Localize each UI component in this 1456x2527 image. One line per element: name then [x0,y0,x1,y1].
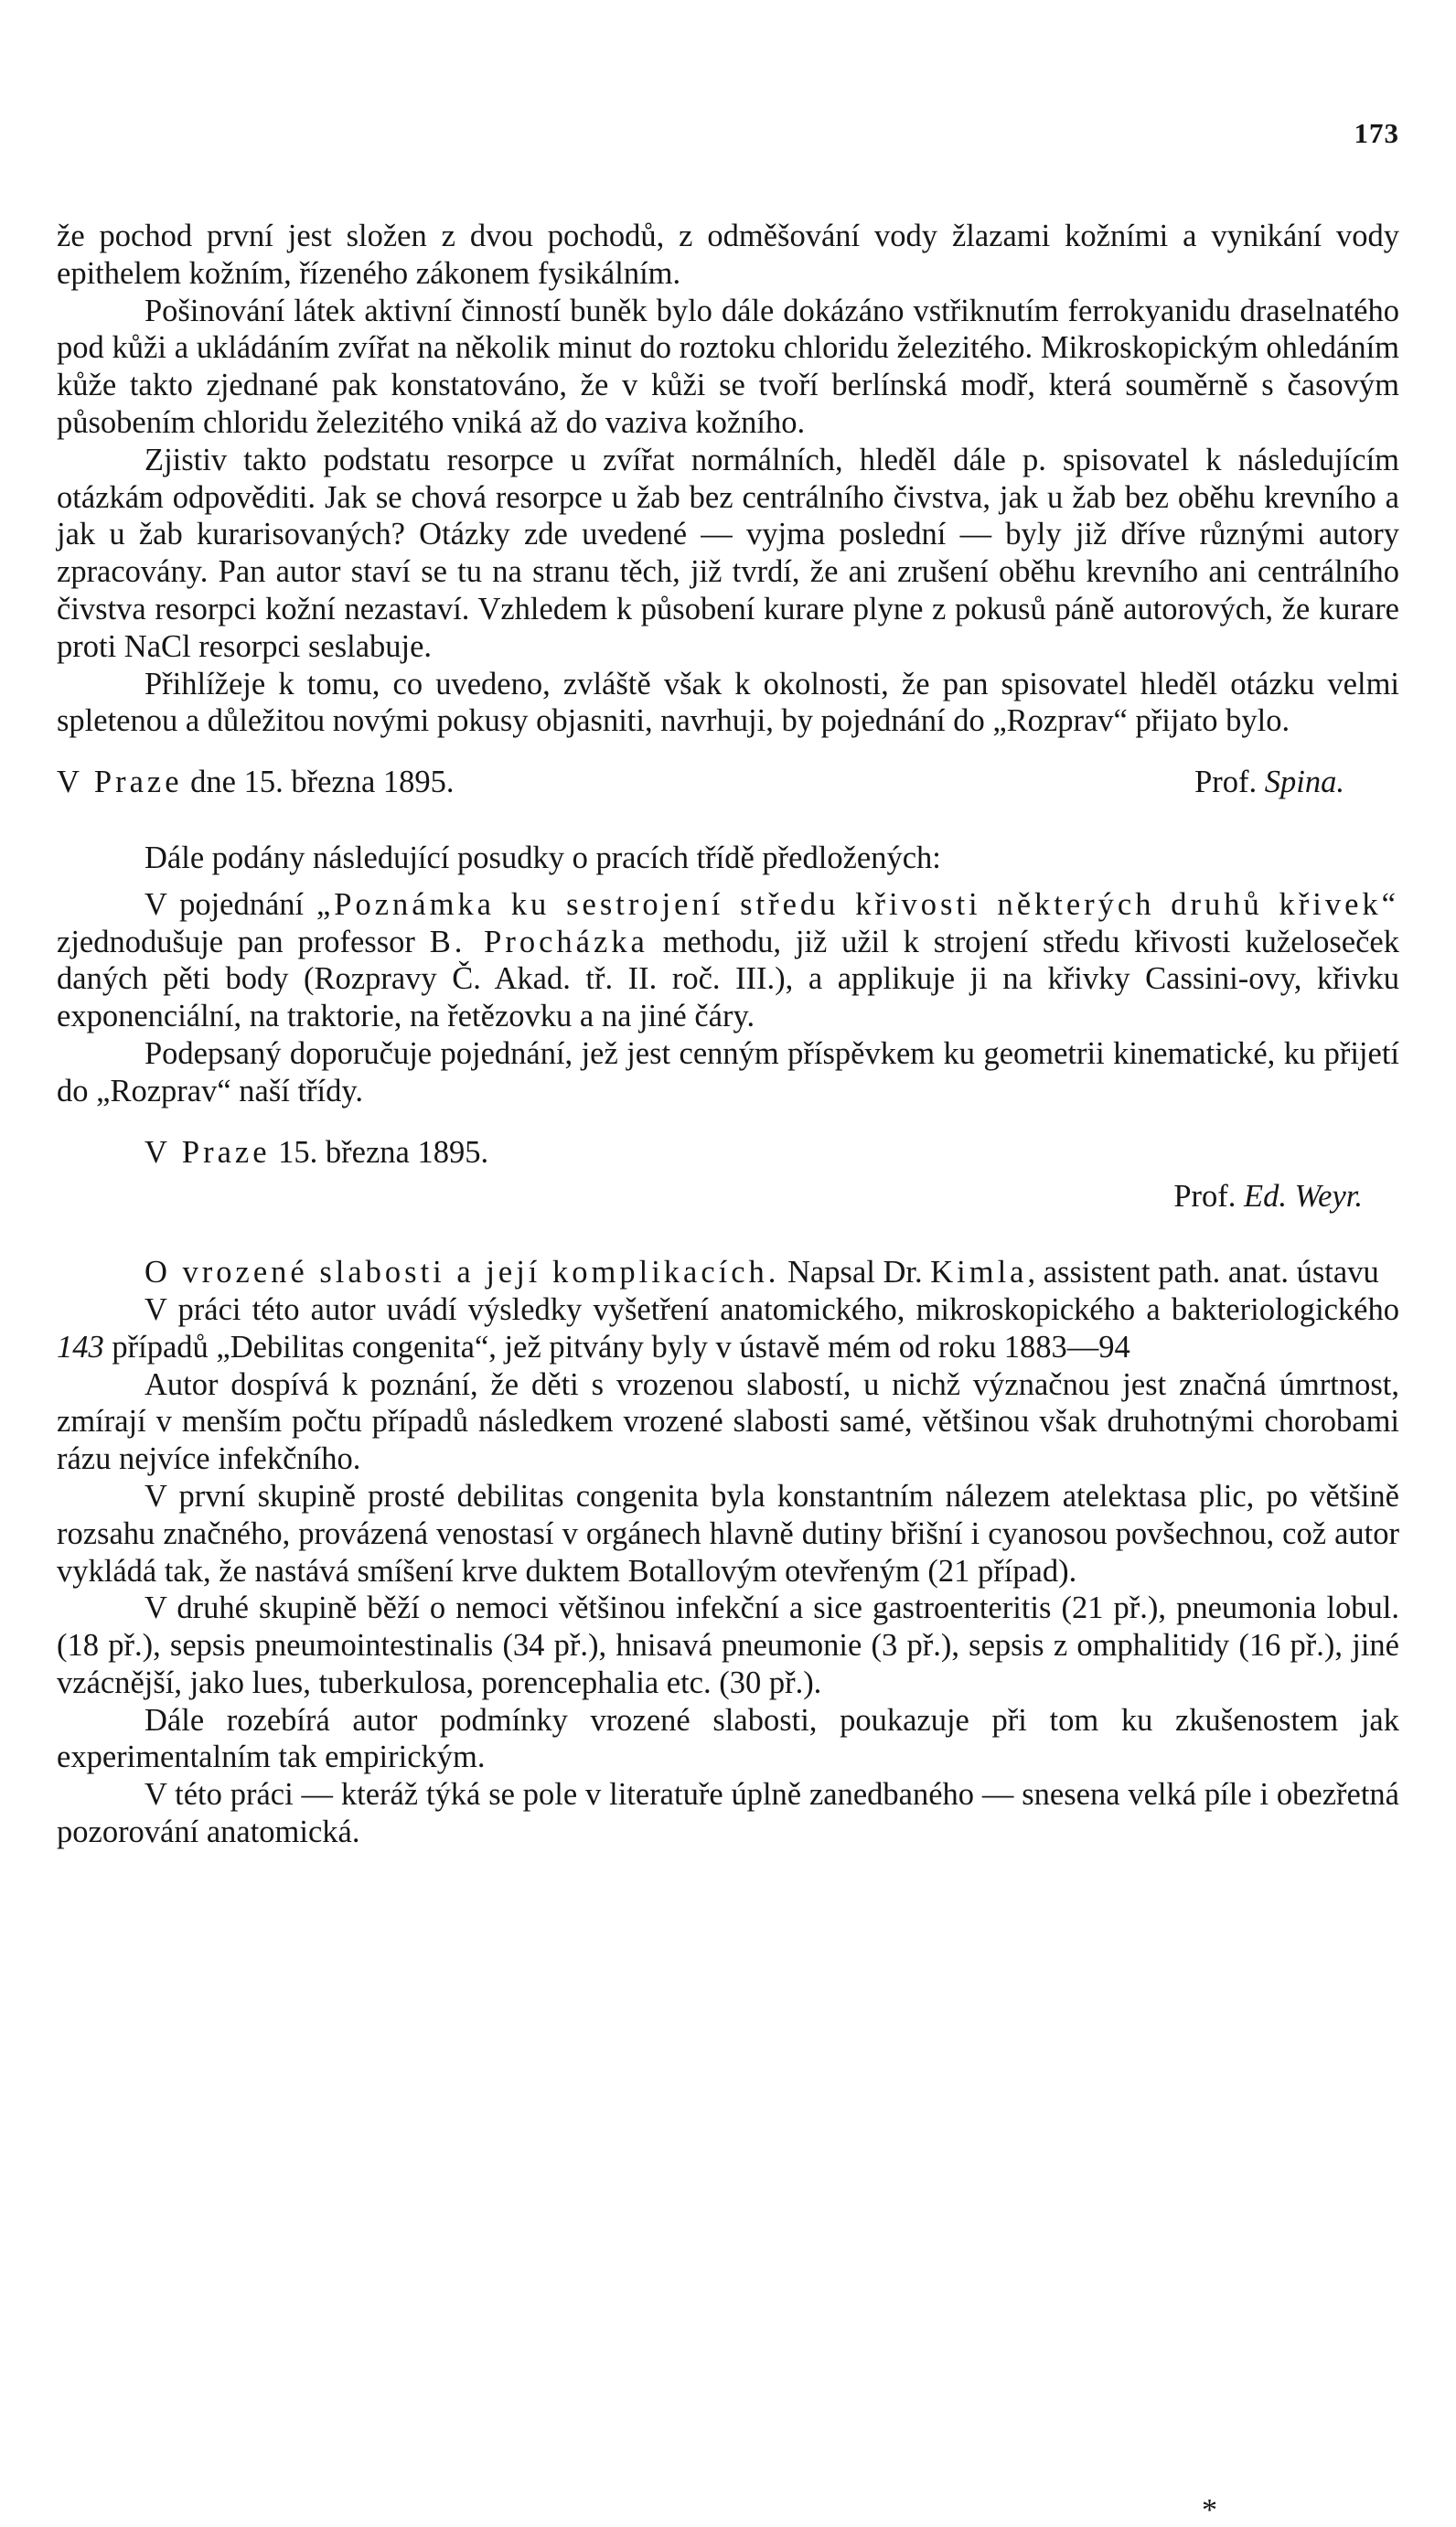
paragraph [57,886,1399,1035]
signature-author [1194,764,1344,801]
section-title [57,1254,1399,1291]
author-name: Kimla [930,1255,1028,1290]
signature-author [57,1178,1363,1215]
text-run: , assistent path. anat. ústavu [1027,1255,1379,1290]
paragraph: Autor dospívá k poznání, že děti s vrozenou slabostí, u nichž význačnou jest značná úmrtnost, zmírají v menším počtu případů následkem vrozené slabosti samé, většinou však druhotnými chorobami rázu nejvíce infekčního. [57,1366,1399,1477]
author-name: B. Procházka [429,924,648,959]
paragraph: Přihlížeje k tomu, co uvedeno, zvláště však k okolnosti, že pan spisovatel hleděl otázku velmi spletenou a důležitou novými pokusy objasniti, navrhuji, by pojednání do „Rozprav“ přijato bylo. [57,666,1399,739]
footer-asterisk: * [1202,2493,1217,2527]
text-run: případů „Debilitas congenita“, jež pitvány byly v ústavě mém od roku 1883—94 [103,1329,1130,1365]
text-run: Napsal Dr. [779,1255,931,1290]
paragraph [57,1291,1399,1366]
signature-date: 15. března 1895. [270,1134,489,1170]
text-run: V pojednání [145,886,316,922]
text-run: zjednodušuje pan professor [57,924,430,959]
signature-block-spina [57,764,1399,801]
paragraph: V druhé skupině běží o nemoci většinou infekční a sice gastroenteritis (21 př.), pneumonia lobul. (18 př.), sepsis pneumointestinalis (34 př.), hnisavá pneumonie (3 př.), sepsis z omphalitidy (16 př.), jiné vzácnější, jako lues, tuberkulosa, porencephalia etc. (30 př.). [57,1590,1399,1700]
signature-place: V Praze [57,765,183,800]
paragraph: že pochod první jest složen z dvou pochodů, z odměšování vody žlazami kožními a vynikání vody epithelem kožním, řízeného zákonem fysikálním. [57,219,1399,291]
paragraph: V první skupině prosté debilitas congenita byla konstantním nálezem atelektasa plic, po většině rozsahu značného, provázená venostasí v orgánech hlavně dutiny břišní i cyanosou povšechnou, což autor vykládá tak, že nastává smíšení krve duktem Botallovým otevřeným (21 případ). [57,1478,1399,1589]
signature-author-name: Ed. Weyr. [1244,1179,1363,1215]
signature-author-title: Prof. [1173,1179,1244,1215]
signature-author-name: Spina. [1264,765,1344,800]
section-intro: Dále podány následující posudky o pracích třídě předložených: [145,840,941,875]
paragraph: Dále rozebírá autor podmínky vrozené slabosti, poukazuje při tom ku zkušenostem jak experimentalním tak empirickým. [57,1702,1399,1775]
text-run: V práci této autor uvádí výsledky vyšetření anatomického, mikroskopického a bakteriologického [145,1291,1399,1327]
paragraph: Zjistiv takto podstatu resorpce u zvířat normálních, hleděl dále p. spisovatel k následujícím otázkám odpověditi. Jak se chová resorpce u žab bez centrálního čivstva, jak u žab bez oběhu krevního a jak u žab kurarisovaných? Otázky zde uvedené — vyjma poslední — byly již dříve různými autory zpracovány. Pan autor staví se tu na stranu těch, již tvrdí, že ani zrušení oběhu krevního ani centrálního čivstva resorpci kožní nezastaví. Vzhledem k působení kurare plyne z pokusů páně autorových, že kurare proti NaCl resorpci seslabuje. [57,442,1399,664]
paper-title: „Poznámka ku sestrojení středu křivosti některých druhů křivek“ [316,886,1399,922]
signature-date: dne 15. března 1895. [182,765,455,800]
paragraph: Pošinování látek aktivní činností buněk bylo dále dokázáno vstřiknutím ferrokyanidu draselnatého pod kůži a ukládáním zvířat na několik minut do roztoku chloridu železitého. Mikroskopickým ohledáním kůže takto zjednané pak konstatováno, že v kůži se tvoří berlínská modř, která souměrně s časovým působením chloridu železitého vniká až do vaziva kožního. [57,293,1399,440]
text-run: methodu, již užil k strojení středu křivosti kuželoseček daných pěti body (Rozpravy Č. Akad. tř. II. roč. III.), a applikuje ji na křivky Cassini-ovy, křivku exponenciální, na traktorie, na řetězovku a na jiné čáry. [57,924,1399,1034]
page-number: 173 [1354,117,1399,149]
paper-title: O vrozené slabosti a její komplikacích. [145,1255,780,1290]
signature-place-date [57,1134,1399,1172]
case-count: 143 [57,1329,104,1365]
signature-place: V Praze [145,1134,271,1170]
signature-place-date [57,764,455,801]
page-body [57,218,1399,1851]
signature-author-title: Prof. [1194,765,1265,800]
paragraph: V této práci — kteráž týká se pole v literatuře úplně zanedbaného — snesena velká píle i obezřetná pozorování anatomická. [57,1777,1399,1850]
paragraph: Podepsaný doporučuje pojednání, jež jest cenným příspěvkem ku geometrii kinematické, ku přijetí do „Rozprav“ naší třídy. [57,1035,1399,1108]
